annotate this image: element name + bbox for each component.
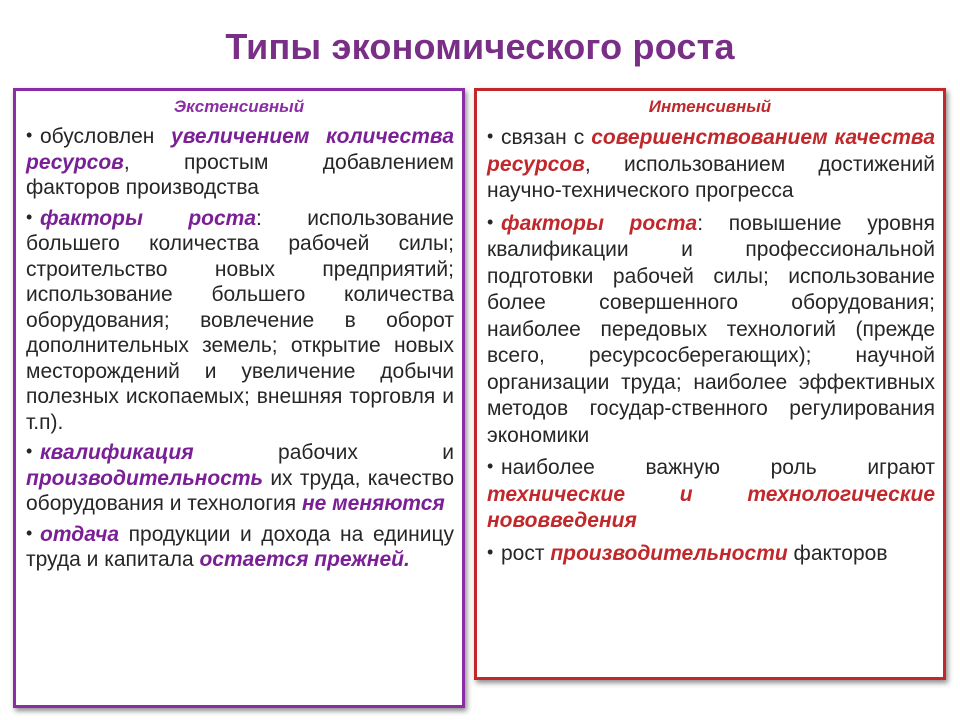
keyword-text: не меняются <box>301 492 445 515</box>
list-item <box>26 521 454 573</box>
item-text: продукции и дохода на единицу труда и капитала <box>26 522 454 571</box>
list-item <box>26 123 454 201</box>
extensive-header: Экстенсивный <box>173 97 305 116</box>
keyword-text: производительности <box>550 541 788 565</box>
item-text: : использование большего количества рабочей силы; строительство новых предприятий; использование большего количества оборудования; вовлечение в оборот дополнительных земель; открытие новых месторождений и увеличение добычи полезных ископаемых; внешняя торговля и т.п). <box>26 206 454 434</box>
item-text: рабочих и <box>193 441 454 464</box>
item-text: факторов <box>787 541 888 565</box>
extensive-list <box>16 123 462 573</box>
keyword-text: отдача <box>40 522 120 546</box>
item-text: рост <box>501 541 551 565</box>
keyword-text: факторы роста <box>40 206 257 230</box>
bullet-icon: • <box>26 206 33 227</box>
item-text: связан с <box>501 126 592 149</box>
list-item <box>26 205 454 436</box>
item-text: , использованием достижений научно-технического прогресса <box>487 152 935 202</box>
list-item <box>487 453 935 535</box>
page-title: Типы экономического роста <box>225 26 735 67</box>
extensive-panel <box>13 88 465 708</box>
item-text: их труда, качество оборудования и технология <box>26 466 454 515</box>
list-item <box>487 123 935 205</box>
list-item <box>487 539 935 568</box>
bullet-icon: • <box>487 541 494 562</box>
keyword-text: технические и технологические нововведения <box>487 482 935 532</box>
intensive-panel <box>474 88 946 680</box>
list-item <box>26 439 454 517</box>
bullet-icon: • <box>26 522 33 543</box>
intensive-header: Интенсивный <box>648 97 772 116</box>
keyword-text: факторы роста <box>501 211 698 235</box>
bullet-icon: • <box>487 126 494 146</box>
bullet-icon: • <box>487 456 494 476</box>
keyword-text: квалификация <box>40 441 194 464</box>
keyword-text: увеличением количества ресурсов <box>26 125 454 174</box>
intensive-list <box>477 123 943 567</box>
bullet-icon: • <box>26 125 33 145</box>
keyword-text: остается прежней. <box>199 548 410 571</box>
item-text: : повышение уровня квалификации и профессиональной подготовки рабочей силы; использование более совершенного оборудования; наиболее передовых технологий (прежде всего, ресурсосберегающих); научной организации труда; наиболее эффективных методов государ-ственного регулирования экономики <box>487 211 935 447</box>
bullet-icon: • <box>26 441 33 461</box>
keyword-text: совершенствованием качества ресурсов <box>487 126 936 176</box>
item-text: обусловлен <box>40 125 172 148</box>
item-text: наиболее важную роль играют <box>501 456 935 479</box>
item-text: , простым добавлением факторов производства <box>26 150 454 199</box>
bullet-icon: • <box>487 211 494 232</box>
keyword-text: производительность <box>26 466 264 490</box>
list-item <box>487 209 935 450</box>
